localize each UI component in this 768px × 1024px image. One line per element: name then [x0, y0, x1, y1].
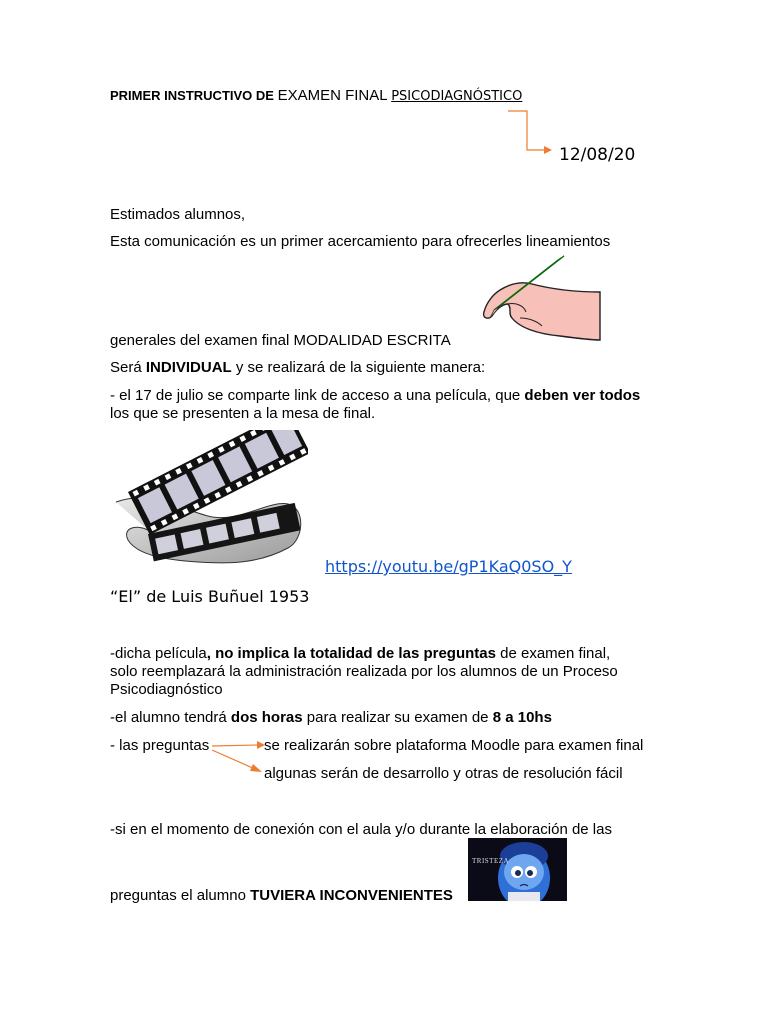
film-strip-illustration — [108, 430, 308, 575]
tristeza-label: TRISTEZA — [472, 857, 510, 865]
preguntas-b: algunas serán de desarrollo y otras de resolución fácil — [264, 765, 623, 782]
sera-text: Será INDIVIDUAL y se realizará de la siguiente manera: — [110, 359, 486, 376]
dicha-line2: solo reemplazará la administración realizada por los alumnos de un Proceso — [110, 663, 618, 680]
tristeza-image — [468, 838, 567, 901]
greeting: Estimados alumnos, — [110, 206, 246, 223]
film-title: “El” de Luis Buñuel 1953 — [110, 587, 310, 606]
dicha-line3: Psicodiagnóstico — [110, 681, 223, 698]
document-title: PRIMER INSTRUCTIVO DE EXAMEN FINAL PSICODIAGNÓSTICO — [110, 87, 523, 104]
preguntas-arrows — [210, 738, 270, 778]
dicha-line1: -dicha película, no implica la totalidad de las preguntas de examen final, — [110, 645, 611, 662]
youtube-link[interactable]: https://youtu.be/gP1KaQ0SO_Y — [325, 557, 572, 576]
document-date: 12/08/20 — [559, 145, 636, 165]
conexion-line1: -si en el momento de conexión con el aula y/o durante la elaboración de las — [110, 821, 612, 838]
modalidad-text: generales del examen final MODALIDAD ESCRITA — [110, 332, 451, 349]
intro-text: Esta comunicación es un primer acercamiento para ofrecerles lineamientos — [110, 233, 611, 250]
julio-line2: los que se presenten a la mesa de final. — [110, 405, 376, 422]
preguntas-label: - las preguntas — [110, 737, 210, 754]
conexion-line2: preguntas el alumno TUVIERA INCONVENIENTES — [110, 887, 453, 904]
alumno-text: -el alumno tendrá dos horas para realizar su examen de 8 a 10hs — [110, 709, 552, 726]
preguntas-a: se realizarán sobre plataforma Moodle para examen final — [264, 737, 644, 754]
hand-pencil-illustration — [460, 252, 605, 344]
date-arrow — [500, 105, 560, 157]
julio-line1: - el 17 de julio se comparte link de acceso a una película, que deben ver todos — [110, 387, 641, 404]
